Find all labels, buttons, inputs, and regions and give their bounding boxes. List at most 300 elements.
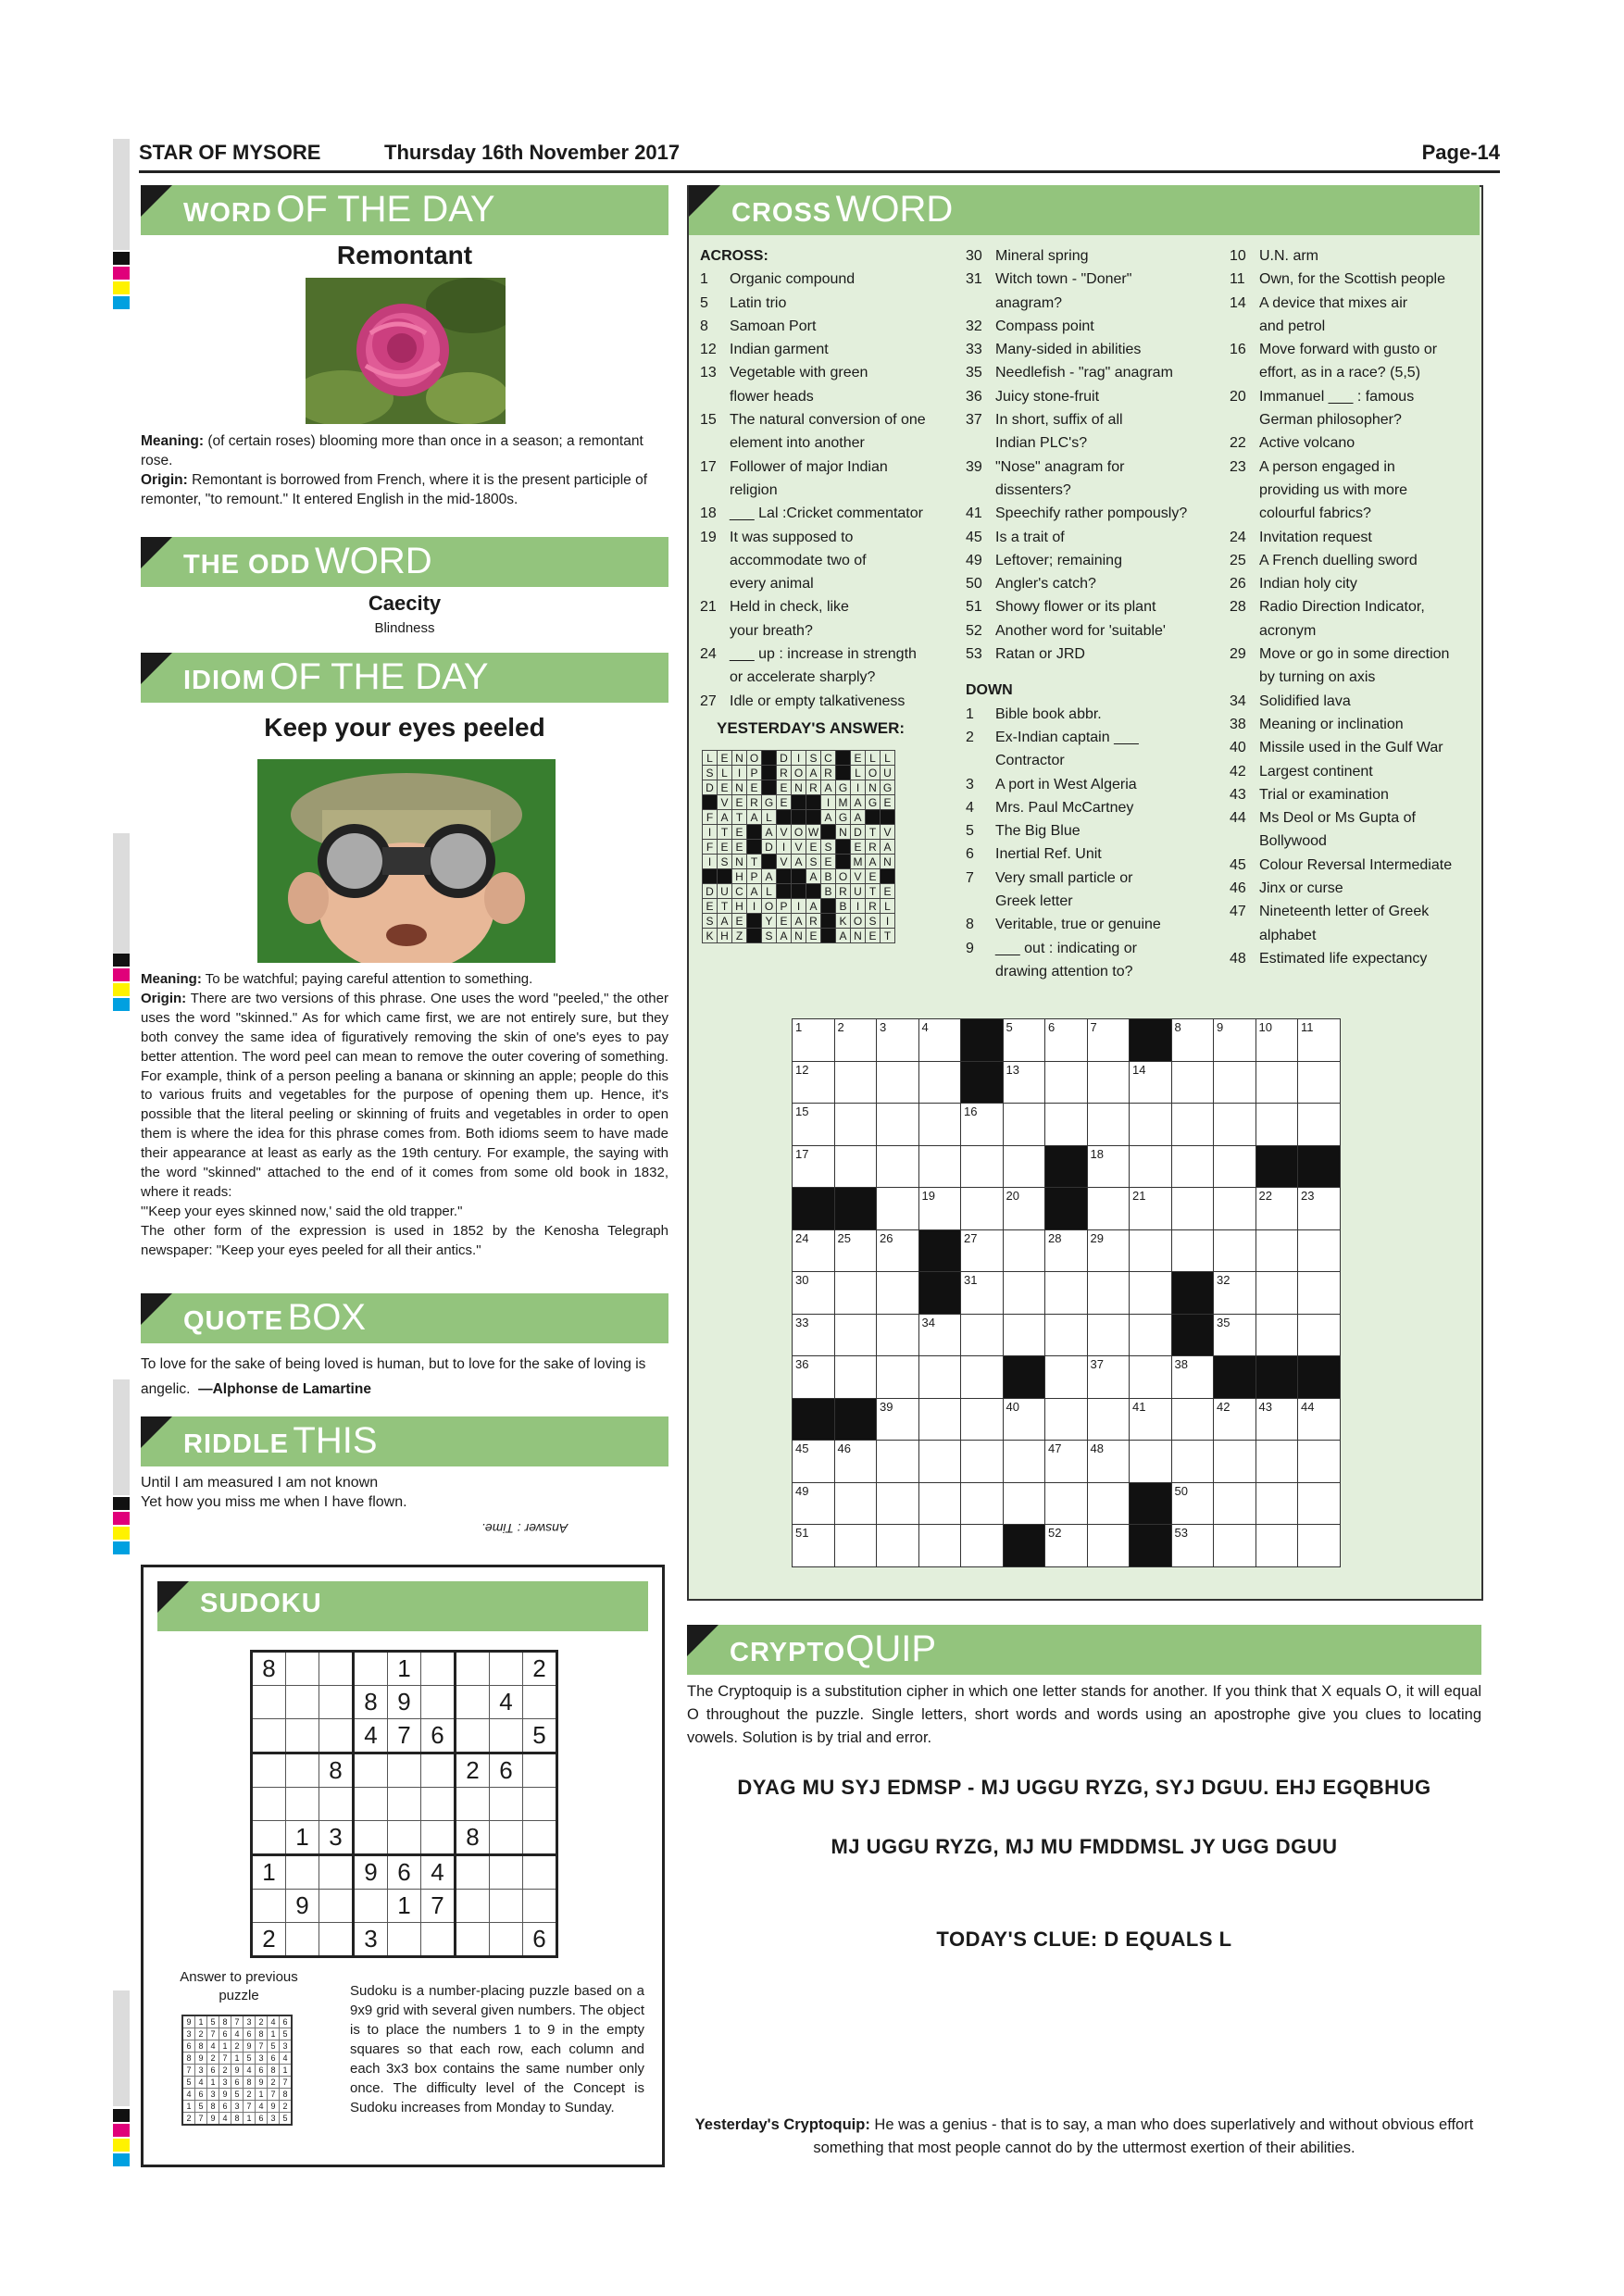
crossword-cell[interactable] xyxy=(961,1441,1004,1483)
crossword-cell[interactable] xyxy=(1298,1482,1341,1525)
sudoku-empty-cell[interactable] xyxy=(456,1788,490,1821)
sudoku-empty-cell[interactable] xyxy=(523,1821,557,1855)
crossword-cell[interactable] xyxy=(877,1356,919,1399)
odd-word-meaning: Blindness xyxy=(374,620,435,636)
crossword-cell[interactable] xyxy=(1214,1104,1256,1146)
crossword-cell[interactable] xyxy=(834,1019,877,1062)
crossword-cell[interactable] xyxy=(1255,1314,1298,1356)
color-mark-black xyxy=(113,954,130,967)
crossword-cell[interactable] xyxy=(1171,1482,1214,1525)
crossword-cell[interactable] xyxy=(1171,1188,1214,1230)
crossword-cell[interactable] xyxy=(1298,1314,1341,1356)
answer-cell: T xyxy=(866,884,881,899)
crossword-cell[interactable] xyxy=(1298,1104,1341,1146)
crossword-cell[interactable] xyxy=(1255,1188,1298,1230)
sudoku-empty-cell[interactable] xyxy=(319,1686,354,1719)
crossword-cell[interactable] xyxy=(1130,1272,1172,1315)
clue-text: dissenters? xyxy=(995,481,1071,498)
sudoku-empty-cell[interactable] xyxy=(286,1923,319,1957)
crossword-cell[interactable] xyxy=(1003,1145,1045,1188)
crossword-cell[interactable] xyxy=(1087,1482,1130,1525)
crossword-cell[interactable] xyxy=(1087,1272,1130,1315)
crossword-cell[interactable] xyxy=(1045,1019,1088,1062)
crossword-cell[interactable] xyxy=(1171,1229,1214,1272)
sudoku-empty-cell[interactable] xyxy=(490,1821,523,1855)
crossword-cell[interactable] xyxy=(834,1229,877,1272)
crossword-cell[interactable] xyxy=(1298,1272,1341,1315)
answer-black-cell xyxy=(762,751,777,766)
sudoku-empty-cell[interactable] xyxy=(523,1855,557,1890)
sudoku-empty-cell[interactable] xyxy=(286,1855,319,1890)
across-clues-col1 xyxy=(700,244,968,713)
sudoku-empty-cell[interactable] xyxy=(388,1821,421,1855)
sudoku-answer-cell: 9 xyxy=(256,2077,268,2089)
crossword-cell[interactable] xyxy=(1171,1525,1214,1567)
crossword-cell[interactable] xyxy=(918,1104,961,1146)
crossword-cell[interactable] xyxy=(1255,1104,1298,1146)
corner-mark xyxy=(687,1625,718,1656)
crossword-cell[interactable] xyxy=(1045,1104,1088,1146)
crossword-cell[interactable] xyxy=(877,1314,919,1356)
crossword-cell[interactable] xyxy=(834,1482,877,1525)
answer-black-cell xyxy=(836,751,851,766)
answer-cell: E xyxy=(821,855,836,869)
sudoku-empty-cell[interactable] xyxy=(421,1923,456,1957)
crossword-cell[interactable] xyxy=(918,1019,961,1062)
sudoku-empty-cell[interactable] xyxy=(490,1855,523,1890)
clue-text: flower heads xyxy=(730,388,814,405)
sudoku-empty-cell[interactable] xyxy=(286,1788,319,1821)
registration-bar xyxy=(113,1990,130,2106)
answer-cell: G xyxy=(866,795,881,810)
crossword-cell[interactable] xyxy=(1087,1145,1130,1188)
answer-cell: U xyxy=(718,884,732,899)
answer-cell: I xyxy=(821,795,836,810)
answer-black-cell xyxy=(881,869,895,884)
crossword-cell[interactable] xyxy=(1255,1398,1298,1441)
clue-row xyxy=(1230,595,1475,618)
crossword-cell[interactable] xyxy=(1214,1314,1256,1356)
crossword-cell[interactable] xyxy=(918,1314,961,1356)
crossword-cell[interactable] xyxy=(793,1061,835,1104)
crossword-cell[interactable] xyxy=(1087,1398,1130,1441)
crossword-cell[interactable] xyxy=(834,1272,877,1315)
sudoku-empty-cell[interactable] xyxy=(388,1788,421,1821)
crossword-cell[interactable] xyxy=(1087,1525,1130,1567)
crossword-cell[interactable] xyxy=(1130,1229,1172,1272)
crossword-cell[interactable] xyxy=(1214,1398,1256,1441)
clue-number xyxy=(966,431,995,455)
crossword-cell[interactable] xyxy=(877,1272,919,1315)
clue-text: Missile used in the Gulf War xyxy=(1259,740,1443,756)
header-bold: RIDDLE xyxy=(183,1429,289,1459)
crossword-cell[interactable] xyxy=(834,1061,877,1104)
sudoku-empty-cell[interactable] xyxy=(286,1686,319,1719)
crossword-cell[interactable] xyxy=(877,1441,919,1483)
cell-number: 47 xyxy=(1048,1441,1062,1455)
clue-number xyxy=(1230,479,1259,502)
crossword-cell[interactable] xyxy=(1255,1272,1298,1315)
sudoku-answer-cell: 2 xyxy=(195,2028,207,2040)
answer-cell: L xyxy=(762,884,777,899)
sudoku-empty-cell[interactable] xyxy=(252,1719,286,1753)
crossword-cell[interactable] xyxy=(1003,1314,1045,1356)
cell-number: 8 xyxy=(1174,1020,1181,1034)
crossword-cell[interactable] xyxy=(1003,1229,1045,1272)
clue-row xyxy=(700,502,968,525)
answer-cell: T xyxy=(866,825,881,840)
crossword-cell[interactable] xyxy=(1003,1104,1045,1146)
sudoku-empty-cell[interactable] xyxy=(490,1719,523,1753)
crossword-cell[interactable] xyxy=(1130,1104,1172,1146)
crossword-cell[interactable] xyxy=(1255,1525,1298,1567)
crossword-cell[interactable] xyxy=(1255,1482,1298,1525)
crossword-cell[interactable] xyxy=(1087,1104,1130,1146)
clue-number: 30 xyxy=(966,248,982,264)
crossword-cell[interactable] xyxy=(1087,1229,1130,1272)
crossword-cell[interactable] xyxy=(961,1104,1004,1146)
crossword-cell[interactable] xyxy=(1045,1314,1088,1356)
crossword-cell[interactable] xyxy=(1003,1482,1045,1525)
sudoku-empty-cell[interactable] xyxy=(456,1923,490,1957)
crossword-cell[interactable] xyxy=(1045,1525,1088,1567)
quote-body: To love for the sake of being loved is human, but to love for the sake of loving is angelic. xyxy=(141,1356,646,1397)
cell-number: 42 xyxy=(1217,1399,1230,1414)
answer-black-cell xyxy=(806,810,821,825)
crossword-cell[interactable] xyxy=(1045,1272,1088,1315)
crossword-cell[interactable] xyxy=(1214,1229,1256,1272)
sudoku-empty-cell[interactable] xyxy=(319,1788,354,1821)
crossword-cell[interactable] xyxy=(1130,1145,1172,1188)
sudoku-empty-cell[interactable] xyxy=(319,1855,354,1890)
corner-mark xyxy=(141,1293,172,1325)
crossword-cell[interactable] xyxy=(1214,1482,1256,1525)
crossword-cell[interactable] xyxy=(1214,1019,1256,1062)
clue-number: 31 xyxy=(966,271,982,288)
sudoku-answer-cell: 7 xyxy=(219,2053,231,2065)
sudoku-empty-cell[interactable] xyxy=(252,1686,286,1719)
crossword-cell[interactable] xyxy=(1255,1229,1298,1272)
crossword-cell[interactable] xyxy=(1087,1314,1130,1356)
crossword-cell[interactable] xyxy=(834,1104,877,1146)
crossword-cell[interactable] xyxy=(1087,1061,1130,1104)
crossword-cell[interactable] xyxy=(1214,1441,1256,1483)
crossword-cell[interactable] xyxy=(1003,1398,1045,1441)
crossword-cell[interactable] xyxy=(961,1314,1004,1356)
cell-number: 19 xyxy=(921,1189,935,1203)
answer-cell: O xyxy=(851,914,866,929)
sudoku-empty-cell[interactable] xyxy=(523,1686,557,1719)
sudoku-empty-cell[interactable] xyxy=(286,1719,319,1753)
crossword-cell[interactable] xyxy=(1130,1356,1172,1399)
yesterday-cryptoquip-text: He was a genius - that is to say, a man who does superlatively and without obvious effort something that most people cannot do by the uttermost exertion of their abilities. xyxy=(813,2116,1474,2156)
sudoku-empty-cell[interactable] xyxy=(252,1890,286,1923)
sudoku-answer-cell: 6 xyxy=(219,2101,231,2113)
crossword-cell[interactable] xyxy=(834,1525,877,1567)
crossword-cell[interactable] xyxy=(793,1482,835,1525)
sudoku-empty-cell[interactable] xyxy=(456,1890,490,1923)
crossword-cell[interactable] xyxy=(877,1061,919,1104)
clue-text: your breath? xyxy=(730,622,813,639)
clue-text: or accelerate sharply? xyxy=(730,669,876,686)
crossword-cell[interactable] xyxy=(1087,1019,1130,1062)
crossword-cell[interactable] xyxy=(961,1525,1004,1567)
crossword-cell[interactable] xyxy=(961,1188,1004,1230)
crossword-cell[interactable] xyxy=(877,1229,919,1272)
sudoku-empty-cell[interactable] xyxy=(421,1753,456,1788)
crossword-cell[interactable] xyxy=(1130,1314,1172,1356)
answer-cell: E xyxy=(718,840,732,855)
crossword-cell[interactable] xyxy=(877,1145,919,1188)
sudoku-answer-cell: 8 xyxy=(231,2113,244,2126)
crossword-cell[interactable] xyxy=(1045,1441,1088,1483)
sudoku-empty-cell[interactable] xyxy=(456,1719,490,1753)
crossword-cell[interactable] xyxy=(1298,1229,1341,1272)
crossword-cell[interactable] xyxy=(961,1398,1004,1441)
sudoku-empty-cell[interactable] xyxy=(523,1890,557,1923)
crossword-cell[interactable] xyxy=(1214,1188,1256,1230)
crossword-black-cell xyxy=(918,1272,961,1315)
crossword-cell[interactable] xyxy=(961,1229,1004,1272)
crossword-cell[interactable] xyxy=(1045,1061,1088,1104)
crossword-row xyxy=(793,1314,1341,1356)
crossword-cell[interactable] xyxy=(1171,1104,1214,1146)
crossword-cell[interactable] xyxy=(834,1441,877,1483)
sudoku-empty-cell[interactable] xyxy=(354,1890,388,1923)
crossword-cell[interactable] xyxy=(1171,1019,1214,1062)
crossword-cell[interactable] xyxy=(961,1272,1004,1315)
crossword-cell[interactable] xyxy=(793,1229,835,1272)
answer-cell: E xyxy=(806,840,821,855)
sudoku-answer-row xyxy=(182,2113,292,2126)
crossword-cell[interactable] xyxy=(1298,1188,1341,1230)
sudoku-answer-cell: 6 xyxy=(182,2040,195,2053)
crossword-cell[interactable] xyxy=(1003,1272,1045,1315)
crossword-cell[interactable] xyxy=(1003,1019,1045,1062)
answer-cell: A xyxy=(762,869,777,884)
crossword-cell[interactable] xyxy=(961,1145,1004,1188)
sudoku-empty-cell[interactable] xyxy=(456,1686,490,1719)
crossword-cell[interactable] xyxy=(961,1482,1004,1525)
clue-text: Ex-Indian captain ___ xyxy=(995,729,1139,745)
sudoku-empty-cell[interactable] xyxy=(252,1821,286,1855)
crossword-cell[interactable] xyxy=(918,1145,961,1188)
sudoku-empty-cell[interactable] xyxy=(456,1652,490,1686)
sudoku-empty-cell[interactable] xyxy=(354,1753,388,1788)
crossword-cell[interactable] xyxy=(793,1525,835,1567)
sudoku-empty-cell[interactable] xyxy=(354,1821,388,1855)
answer-cell: B xyxy=(821,884,836,899)
clue-number: 52 xyxy=(966,622,982,639)
crossword-cell[interactable] xyxy=(1171,1061,1214,1104)
crossword-cell[interactable] xyxy=(793,1314,835,1356)
clue-row xyxy=(1230,783,1475,806)
header-bold: SUDOKU xyxy=(200,1589,322,1618)
color-mark-yellow xyxy=(113,1527,130,1540)
answer-cell: E xyxy=(747,780,762,795)
header-bold: THE ODD xyxy=(183,550,311,580)
clue-row xyxy=(700,690,968,713)
sudoku-empty-cell[interactable] xyxy=(319,1719,354,1753)
sudoku-answer-row xyxy=(182,2028,292,2040)
answer-row xyxy=(703,780,895,795)
cell-number: 50 xyxy=(1174,1483,1188,1498)
sudoku-empty-cell[interactable] xyxy=(319,1652,354,1686)
answer-cell: E xyxy=(777,914,792,929)
crossword-cell[interactable] xyxy=(1255,1019,1298,1062)
sudoku-empty-cell[interactable] xyxy=(286,1652,319,1686)
crossword-cell[interactable] xyxy=(918,1441,961,1483)
crossword-cell[interactable] xyxy=(918,1398,961,1441)
sudoku-row xyxy=(252,1686,557,1719)
cell-number: 24 xyxy=(795,1230,809,1245)
clue-row xyxy=(966,315,1211,338)
cell-number: 39 xyxy=(880,1399,893,1414)
crossword-cell[interactable] xyxy=(793,1145,835,1188)
crossword-cell[interactable] xyxy=(793,1104,835,1146)
crossword-cell[interactable] xyxy=(1087,1188,1130,1230)
sudoku-empty-cell[interactable] xyxy=(388,1923,421,1957)
sudoku-empty-cell[interactable] xyxy=(252,1753,286,1788)
answer-cell: I xyxy=(792,751,806,766)
crossword-cell[interactable] xyxy=(1214,1272,1256,1315)
crossword-cell[interactable] xyxy=(793,1272,835,1315)
answer-cell: K xyxy=(703,929,718,943)
sudoku-empty-cell[interactable] xyxy=(354,1788,388,1821)
crossword-cell[interactable] xyxy=(1171,1356,1214,1399)
crossword-cell[interactable] xyxy=(877,1188,919,1230)
clue-row xyxy=(966,726,1211,749)
clue-number: 45 xyxy=(966,529,982,545)
crossword-cell[interactable] xyxy=(1130,1188,1172,1230)
clue-number xyxy=(1230,408,1259,431)
idiom-quote-2: The other form of the expression is used in 1852 by the Kenosha Telegraph newspaper: "Keep your eyes peeled for all their antics." xyxy=(141,1222,668,1258)
crossword-cell[interactable] xyxy=(918,1061,961,1104)
crossword-cell[interactable] xyxy=(877,1525,919,1567)
clue-row xyxy=(1230,900,1475,923)
header-bold: WORD xyxy=(183,198,272,228)
clue-number xyxy=(966,479,995,502)
sudoku-empty-cell[interactable] xyxy=(456,1855,490,1890)
crossword-cell[interactable] xyxy=(793,1356,835,1399)
crossword-row xyxy=(793,1356,1341,1399)
clue-row xyxy=(966,890,1211,913)
crossword-black-cell xyxy=(1171,1314,1214,1356)
crossword-cell[interactable] xyxy=(1087,1356,1130,1399)
answer-cell: N xyxy=(792,780,806,795)
crossword-cell[interactable] xyxy=(1045,1356,1088,1399)
clue-row xyxy=(966,292,1211,315)
crossword-black-cell xyxy=(1003,1356,1045,1399)
sudoku-empty-cell[interactable] xyxy=(490,1923,523,1957)
sudoku-empty-cell[interactable] xyxy=(421,1788,456,1821)
clue-number: 49 xyxy=(966,552,982,568)
crossword-cell[interactable] xyxy=(1171,1441,1214,1483)
crossword-cell[interactable] xyxy=(1171,1398,1214,1441)
crossword-cell[interactable] xyxy=(834,1145,877,1188)
sudoku-answer-cell: 6 xyxy=(256,2065,268,2077)
sudoku-empty-cell[interactable] xyxy=(523,1753,557,1788)
cell-number: 25 xyxy=(837,1230,851,1245)
word-of-day-definition xyxy=(141,431,668,509)
clue-text: acronym xyxy=(1259,622,1317,639)
clue-text: Another word for 'suitable' xyxy=(995,622,1166,639)
crossword-cell[interactable] xyxy=(1003,1441,1045,1483)
sudoku-empty-cell[interactable] xyxy=(523,1788,557,1821)
crossword-cell[interactable] xyxy=(877,1398,919,1441)
sudoku-empty-cell[interactable] xyxy=(319,1890,354,1923)
crossword-cell[interactable] xyxy=(1130,1398,1172,1441)
crossword-cell[interactable] xyxy=(1298,1441,1341,1483)
crossword-cell[interactable] xyxy=(1087,1441,1130,1483)
crossword-cell[interactable] xyxy=(1214,1061,1256,1104)
crossword-cell[interactable] xyxy=(1298,1061,1341,1104)
crossword-cell[interactable] xyxy=(1171,1145,1214,1188)
crossword-cell[interactable] xyxy=(918,1482,961,1525)
answer-cell: I xyxy=(747,899,762,914)
clue-text: A person engaged in xyxy=(1259,458,1395,475)
crossword-cell[interactable] xyxy=(1255,1441,1298,1483)
crossword-cell[interactable] xyxy=(1298,1019,1341,1062)
answer-cell: A xyxy=(836,929,851,943)
crossword-cell[interactable] xyxy=(877,1104,919,1146)
crossword-black-cell xyxy=(834,1188,877,1230)
crossword-cell[interactable] xyxy=(1130,1441,1172,1483)
sudoku-empty-cell[interactable] xyxy=(252,1788,286,1821)
sudoku-empty-cell[interactable] xyxy=(490,1652,523,1686)
clue-row xyxy=(966,526,1211,549)
crossword-cell[interactable] xyxy=(918,1525,961,1567)
crossword-cell[interactable] xyxy=(1298,1525,1341,1567)
clue-text: Indian garment xyxy=(730,342,829,358)
crossword-cell[interactable] xyxy=(1255,1061,1298,1104)
crossword-cell[interactable] xyxy=(918,1188,961,1230)
sudoku-empty-cell[interactable] xyxy=(490,1890,523,1923)
crossword-cell[interactable] xyxy=(877,1019,919,1062)
sudoku-given-cell: 8 xyxy=(252,1652,286,1686)
crossword-cell[interactable] xyxy=(877,1482,919,1525)
sudoku-given-cell: 4 xyxy=(354,1719,388,1753)
crossword-cell[interactable] xyxy=(1045,1482,1088,1525)
sudoku-empty-cell[interactable] xyxy=(490,1788,523,1821)
crossword-cell[interactable] xyxy=(834,1314,877,1356)
sudoku-empty-cell[interactable] xyxy=(388,1753,421,1788)
crossword-cell[interactable] xyxy=(1214,1525,1256,1567)
crossword-cell[interactable] xyxy=(834,1356,877,1399)
meaning-label: Meaning: xyxy=(141,971,202,987)
crossword-cell[interactable] xyxy=(961,1356,1004,1399)
crossword-cell[interactable] xyxy=(1045,1229,1088,1272)
answer-cell: I xyxy=(732,766,747,780)
sudoku-empty-cell[interactable] xyxy=(286,1753,319,1788)
header-bold: CRYPTO xyxy=(730,1638,846,1667)
sudoku-empty-cell[interactable] xyxy=(421,1821,456,1855)
answer-cell: L xyxy=(881,751,895,766)
crossword-cell[interactable] xyxy=(1214,1145,1256,1188)
crossword-cell[interactable] xyxy=(793,1441,835,1483)
sudoku-empty-cell[interactable] xyxy=(354,1652,388,1686)
sudoku-empty-cell[interactable] xyxy=(421,1686,456,1719)
crossword-cell[interactable] xyxy=(1130,1061,1172,1104)
crossword-cell[interactable] xyxy=(1045,1398,1088,1441)
crossword-cell[interactable] xyxy=(1003,1188,1045,1230)
crossword-cell[interactable] xyxy=(793,1019,835,1062)
sudoku-empty-cell[interactable] xyxy=(319,1923,354,1957)
crossword-cell[interactable] xyxy=(1298,1398,1341,1441)
crossword-cell[interactable] xyxy=(918,1356,961,1399)
sudoku-empty-cell[interactable] xyxy=(421,1652,456,1686)
crossword-cell[interactable] xyxy=(1003,1061,1045,1104)
